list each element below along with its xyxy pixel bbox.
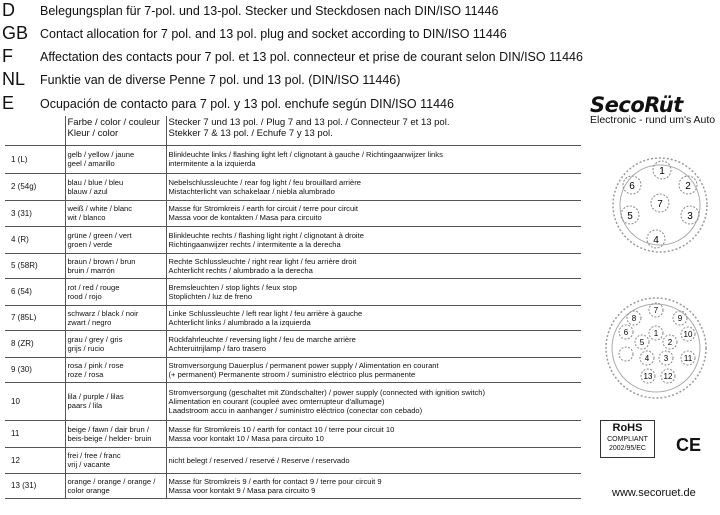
table-row [5, 357, 581, 382]
color-line: color orange [67, 485, 110, 495]
color-line: rot / red / rouge [67, 282, 120, 292]
color-line: blauw / azul [67, 186, 108, 196]
pin-label: 9 (30) [5, 357, 65, 382]
pin-function [166, 200, 581, 226]
color-line: weiß / white / blanc [67, 204, 133, 213]
pin-function [166, 253, 581, 278]
header-text: Ocupación de contacto para 7 pol. y 13 pol. enchufe según DIN/ISO 11446 [40, 97, 454, 111]
function-line: Bremsleuchten / stop lights / feux stop [168, 282, 297, 292]
svg-text:5: 5 [627, 211, 633, 222]
function-line: Nebelschlussleuchte / rear fog light / feu brouillard arrière [168, 177, 361, 187]
svg-text:5: 5 [639, 338, 645, 347]
function-line: Achteruitrijlamp / faro trasero [168, 343, 266, 353]
lang-code: GB [2, 23, 29, 43]
function-line: Alimentation en courant (coupleé avec omterrupteur d'allumage) [168, 396, 385, 406]
rohs-label: RoHS [612, 422, 643, 434]
function-line: Massa voor kontakt 9 / Masa para circuito 9 [168, 485, 316, 495]
wire-color [65, 357, 166, 382]
wire-color [65, 447, 166, 473]
pin-function [166, 173, 581, 200]
function-line: Laadstroom accu in aanhanger / suministro eléctrico (conectar con cebado) [168, 405, 423, 415]
function-line: Achterlicht links / alumbrado a la izquierda [168, 317, 311, 327]
pin-function [166, 420, 581, 447]
svg-text:2: 2 [685, 181, 691, 192]
function-line: Masse für Stromkreis / earth for circuit / terre pour circuit [168, 204, 358, 213]
header-text: Belegungsplan für 7-pol. und 13-pol. Stecker und Steckdosen nach DIN/ISO 11446 [40, 4, 499, 18]
pin-label: 10 [5, 382, 65, 420]
pin-label: 12 [5, 447, 65, 473]
header-text: Funktie van de diverse Penne 7 pol. und 13 pol. (DIN/ISO 11446) [40, 73, 401, 87]
color-line: rood / rojo [67, 291, 102, 301]
table-row [5, 253, 581, 278]
function-line: Masse für Stromkreis 10 / earth for contact 10 / terre pour circuit 10 [168, 424, 395, 434]
svg-text:9: 9 [677, 314, 683, 323]
pin-label: 8 (ZR) [5, 330, 65, 357]
color-line: bruin / marrón [67, 265, 115, 275]
header-line-nl [0, 71, 590, 93]
color-line: orange / orange / orange / [67, 476, 156, 486]
wire-color [65, 305, 166, 330]
website-url: www.secoruet.de [612, 487, 696, 499]
lang-code: NL [2, 69, 26, 89]
color-line: gelb / yellow / jaune [67, 150, 135, 159]
function-line: Mistachterlicht van schakelaar / niebla alumbrado [168, 186, 335, 196]
svg-text:4: 4 [653, 235, 659, 246]
color-line: zwart / negro [67, 317, 112, 327]
pin-function [166, 473, 581, 498]
pin-function [166, 382, 581, 420]
wire-color [65, 145, 166, 173]
svg-text:3: 3 [687, 211, 693, 222]
function-line: Stromversorgung Dauerplus / permanent power supply / Alimentation en courant [168, 360, 439, 370]
pin-label: 7 (85L) [5, 305, 65, 330]
pin-12 [661, 369, 675, 383]
color-line: grau / grey / gris [67, 334, 123, 344]
header-line-fr [0, 48, 590, 70]
function-line: intermitente a la izquierda [168, 159, 256, 168]
color-line: lila / purple / lilas [67, 392, 124, 401]
lang-code: D [2, 0, 15, 20]
pin-function [166, 447, 581, 473]
pin-1 [649, 326, 663, 340]
pin-label: 6 (54) [5, 278, 65, 305]
wire-color [65, 278, 166, 305]
pin-allocation-table [5, 116, 581, 499]
function-line: Masse für Stromkreis 9 / earth for contact 9 / terre pour circuit 9 [168, 476, 382, 486]
pin-1 [653, 161, 671, 179]
svg-text:13: 13 [643, 372, 653, 381]
svg-text:4: 4 [644, 354, 650, 363]
color-line: rosa / pink / rose [67, 360, 124, 370]
ce-mark-icon: CE [676, 435, 702, 455]
pin-2 [663, 335, 677, 349]
pin-4 [640, 351, 654, 365]
table-row [5, 278, 581, 305]
rohs-directive: 2002/95/EC [609, 445, 646, 452]
rohs-compliant: COMPLIANT [607, 436, 648, 443]
svg-text:10: 10 [683, 330, 693, 339]
svg-text:6: 6 [623, 328, 629, 337]
pin-4 [647, 230, 665, 248]
svg-text:11: 11 [683, 354, 693, 363]
header-function [166, 116, 581, 145]
color-line: schwarz / black / noir [67, 308, 139, 318]
brand-tagline: Electronic - rund um's Auto [590, 114, 716, 126]
function-line: Blinkleuchte rechts / flashing light right / clignotant à droite [168, 230, 364, 240]
pin-extra-left [619, 347, 633, 361]
brand-logo: SecoRüt [590, 93, 683, 117]
color-line: roze / rosa [67, 369, 104, 379]
lang-code: E [2, 93, 15, 113]
pin-label: 3 (31) [5, 200, 65, 226]
color-line: beis-beige / helder- bruin [67, 433, 152, 443]
function-line: Rechte Schlussleuchte / right rear light / feu arrière droit [168, 256, 357, 266]
header-line-es [0, 95, 590, 117]
pin-5 [621, 206, 639, 224]
function-line: Rückfahrleuchte / reversing light / feu de marche arrière [168, 334, 356, 344]
color-line: vrij / vacante [67, 460, 111, 469]
table-row [5, 473, 581, 498]
function-line: Achterlicht rechts / alumbrado a la derecha [168, 265, 313, 275]
pin-9 [673, 311, 687, 325]
connector-13-pin-diagram [604, 296, 709, 401]
function-line: Stromversorgung (geschaltet mit Zündschalter) / power supply (connected with ignition switch) [168, 387, 486, 397]
wire-color [65, 226, 166, 253]
function-line: Blinkleuchte links / flashing light left / clignotant à gauche / Richtingaanwijzer links [168, 150, 443, 159]
pin-label: 13 (31) [5, 473, 65, 498]
wire-color [65, 200, 166, 226]
pin-function [166, 330, 581, 357]
table-row [5, 420, 581, 447]
color-line: groen / verde [67, 239, 113, 249]
function-line: (+ permanent) Permanente stroom / suministro eléctrico plus permanente [168, 369, 416, 379]
color-line: grüne / green / vert [67, 230, 132, 240]
svg-text:3: 3 [663, 354, 669, 363]
wire-color [65, 382, 166, 420]
pin-label: 2 (54g) [5, 173, 65, 200]
svg-text:1: 1 [653, 329, 659, 338]
pin-label: 5 (58R) [5, 253, 65, 278]
function-line: Richtingaanwijzer rechts / intermitente a la derecha [168, 239, 341, 249]
header-pin [5, 116, 65, 145]
table-row [5, 226, 581, 253]
wire-color [65, 330, 166, 357]
table-row [5, 145, 581, 173]
header-color [65, 116, 166, 145]
pin-3 [659, 351, 673, 365]
table-row [5, 330, 581, 357]
pin-label: 4 (R) [5, 226, 65, 253]
pin-3 [681, 206, 699, 224]
color-line: braun / brown / brun [67, 256, 136, 266]
svg-text:1: 1 [659, 166, 665, 177]
lang-code: F [2, 46, 13, 66]
table-row [5, 382, 581, 420]
color-line: paars / lila [67, 401, 103, 410]
color-line: wit / blanco [67, 213, 106, 222]
pin-10 [681, 327, 695, 341]
pin-5 [635, 335, 649, 349]
svg-text:7: 7 [657, 199, 663, 210]
color-line: geel / amarillo [67, 159, 115, 168]
pin-13 [641, 369, 655, 383]
header-text: Affectation des contacts pour 7 pol. et 13 pol. connecteur et prise de courant selon DIN/ISO 11446 [40, 50, 583, 64]
pin-label: 11 [5, 420, 65, 447]
header-color-line: Kleur / color [67, 128, 119, 139]
wire-color [65, 420, 166, 447]
wire-color [65, 253, 166, 278]
pin-11 [681, 351, 695, 365]
function-line: Massa voor de kontakten / Masa para circuito [168, 213, 322, 222]
function-line: Massa voor kontakt 10 / Masa para circuito 10 [168, 433, 324, 443]
pin-label: 1 (L) [5, 145, 65, 173]
pin-function [166, 357, 581, 382]
svg-text:7: 7 [653, 306, 659, 315]
svg-text:6: 6 [629, 181, 635, 192]
wire-color [65, 473, 166, 498]
table-row [5, 173, 581, 200]
function-line: Stoplichten / luz de freno [168, 291, 253, 301]
header-line-de [0, 2, 590, 24]
pin-function [166, 226, 581, 253]
pin-function [166, 145, 581, 173]
color-line: grijs / rucio [67, 343, 105, 353]
svg-text:2: 2 [667, 338, 673, 347]
table-row [5, 200, 581, 226]
pin-function [166, 305, 581, 330]
color-line: beige / fawn / dair brun / [67, 424, 149, 434]
header-text: Contact allocation for 7 pol. and 13 pol. plug and socket according to DIN/ISO 11446 [40, 27, 507, 41]
color-line: frei / free / franc [67, 451, 121, 460]
header-color-line: Farbe / color / couleur [67, 117, 160, 128]
wire-color [65, 173, 166, 200]
connector-7-pin-diagram [610, 155, 710, 255]
header-function-line: Stecker 7 und 13 pol. / Plug 7 and 13 pol. / Connecteur 7 et 13 pol. [168, 117, 450, 128]
table-row [5, 447, 581, 473]
svg-text:8: 8 [631, 314, 637, 323]
pin-7 [651, 194, 669, 212]
table-header-row [5, 116, 581, 145]
pin-function [166, 278, 581, 305]
pin-7 [649, 303, 663, 317]
header-line-gb [0, 25, 590, 47]
rohs-badge [600, 420, 655, 458]
svg-text:12: 12 [663, 372, 673, 381]
function-line: Linke Schlussleuchte / left rear light / feu arrière à gauche [168, 308, 363, 318]
header-function-line: Stekker 7 & 13 pol. / Echufe 7 y 13 pol. [168, 128, 333, 139]
table-row [5, 305, 581, 330]
function-line: nicht belegt / reserved / reservé / Reserve / reservado [168, 455, 350, 465]
pin-6 [619, 325, 633, 339]
color-line: blau / blue / bleu [67, 177, 124, 187]
